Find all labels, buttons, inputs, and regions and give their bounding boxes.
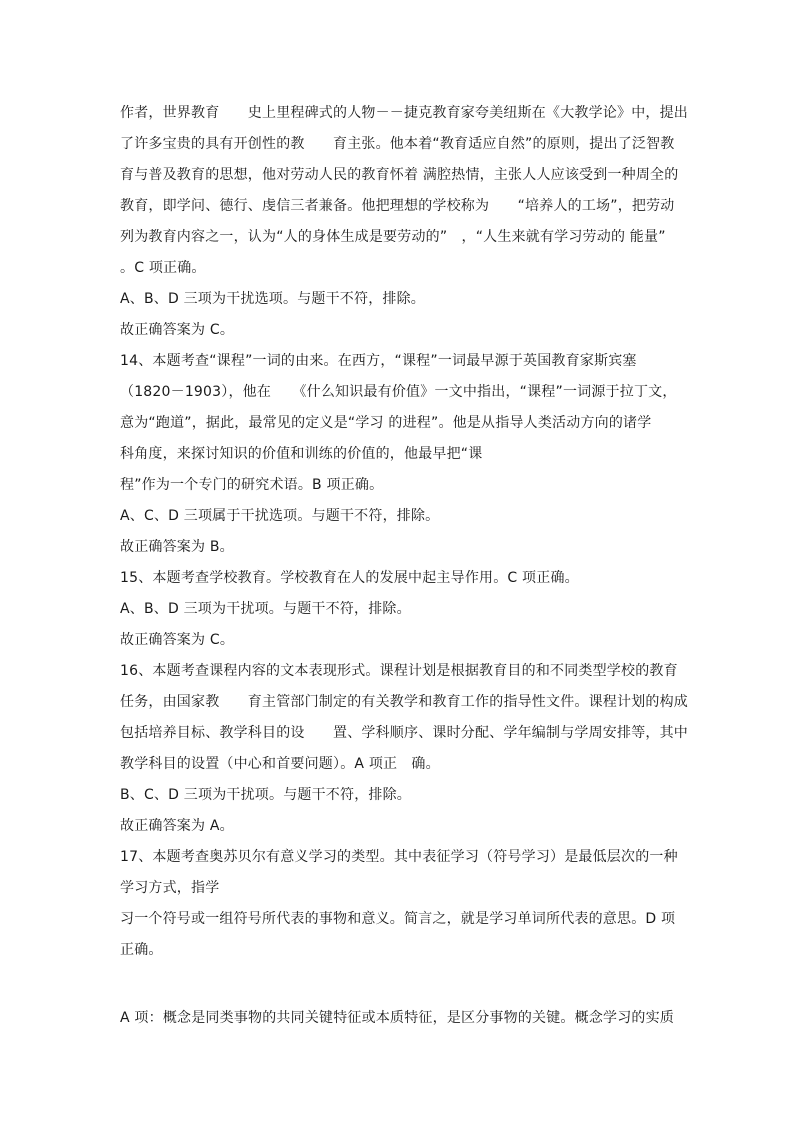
text-line: 习一个符号或一组符号所代表的事物和意义。简言之，就是学习单词所代表的意思。D 项 [120, 911, 676, 927]
text-line: 学习方式，指学 [120, 880, 220, 896]
text-line: 意为“跑道”，据此，最常见的定义是“学习 的进程”。他是从指导人类活动方向的诸学 [120, 415, 652, 431]
text-line: 故正确答案为 B。 [120, 539, 234, 555]
text-line: A 项：概念是同类事物的共同关键特征或本质特征，是区分事物的关键。概念学习的实质 [120, 1010, 675, 1026]
text-line: 程”作为一个专门的研究术语。B 项正确。 [120, 477, 384, 493]
text-line: （1820－1903），他在 《什么知识最有价值》一文中指出，“课程”一词源于拉丁文， [120, 384, 677, 400]
text-line: B、C、D 三项为干扰项。与题干不符，排除。 [120, 787, 412, 803]
text-line: 15、本题考查学校教育。学校教育在人的发展中起主导作用。C 项正确。 [120, 570, 579, 586]
text-line: 列为教育内容之一，认为“人的身体生成是要劳动的” ，“人生来就有学习劳动的 能量” [120, 229, 666, 245]
text-line: 育与普及教育的思想，他对劳动人民的教育怀着 满腔热情，主张人人应该受到一种周全的 [120, 167, 679, 183]
text-line: 17、本题考查奥苏贝尔有意义学习的类型。其中表征学习（符号学习）是最低层次的一种 [120, 849, 678, 865]
text-line: 14、本题考查“课程”一词的由来。在西方，“课程”一词最早源于英国教育家斯宾塞 [120, 353, 637, 369]
text-line: A、B、D 三项为干扰选项。与题干不符，排除。 [120, 291, 426, 307]
text-line: A、B、D 三项为干扰项。与题干不符，排除。 [120, 601, 411, 617]
text-line: 16、本题考查课程内容的文本表现形式。课程计划是根据教育目的和不同类型学校的教育 [120, 663, 678, 679]
text-line: 包括培养目标、教学科目的设 置、学科顺序、课时分配、学年编制与学周安排等，其中 [120, 725, 688, 741]
text-line: 故正确答案为 C。 [120, 632, 235, 648]
text-line: 故正确答案为 C。 [120, 322, 235, 338]
text-line: 教学科目的设置（中心和首要问题）。A 项正 确。 [120, 756, 440, 772]
text-line: 作者，世界教育 史上里程碑式的人物－－捷克教育家夸美纽斯在《大教学论》中，提出 [120, 105, 688, 121]
text-line: 。C 项正确。 [120, 260, 206, 276]
text-line: 了许多宝贵的具有开创性的教 育主张。他本着“教育适应自然”的原则，提出了泛智教 [120, 136, 675, 152]
text-line: 科角度，来探讨知识的价值和训练的价值的，他最早把“课 [120, 446, 483, 462]
text-line: 任务，由国家教 育主管部门制定的有关教学和教育工作的指导性文件。课程计划的构成 [120, 694, 688, 710]
text-line: 故正确答案为 A。 [120, 818, 234, 834]
text-line: 正确。 [120, 942, 163, 958]
text-line: A、C、D 三项属于干扰选项。与题干不符，排除。 [120, 508, 440, 524]
text-line: 教育，即学问、德行、虔信三者兼备。他把理想的学校称为 “培养人的工场”，把劳动 [120, 198, 675, 214]
